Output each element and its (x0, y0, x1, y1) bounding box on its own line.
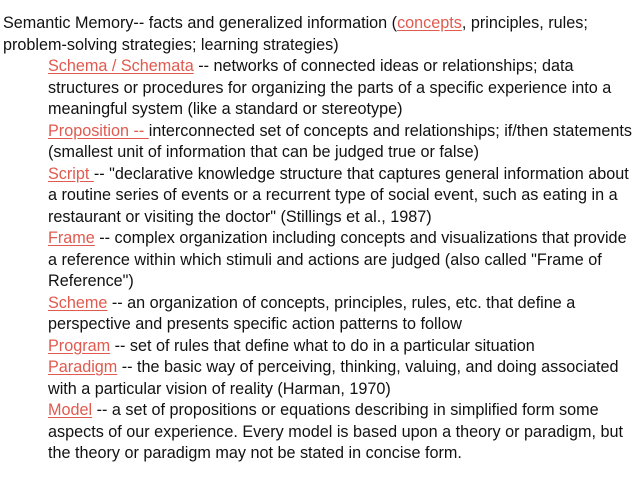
term-list (3, 56, 635, 465)
slide-content (3, 13, 635, 465)
scheme-definition: -- an organization of concepts, principles, rules, etc. that define a perspective and presents specific action patterns to follow (48, 293, 576, 333)
schema-link[interactable]: Schema / Schemata (48, 57, 194, 75)
proposition-link[interactable]: Proposition -- (48, 121, 149, 140)
concepts-link[interactable]: concepts (397, 14, 462, 32)
term-schema (48, 56, 635, 121)
model-link[interactable]: Model (48, 401, 93, 419)
frame-link[interactable]: Frame (48, 229, 95, 247)
intro-lead: Semantic Memory-- facts and generalized information ( (3, 14, 398, 32)
term-frame (48, 228, 635, 293)
intro-paragraph (3, 13, 635, 56)
proposition-definition: interconnected set of concepts and relationships; if/then statements (smallest unit of information that can be judged true or false) (48, 121, 632, 161)
script-link[interactable]: Script (48, 164, 94, 183)
script-definition: -- "declarative knowledge structure that captures general information about a routine series of events or a recurrent type of social event, such as eating in a restaurant or visiting the doctor" (Stillings et al., 1987) (48, 164, 629, 226)
term-program (48, 336, 635, 358)
paradigm-definition: -- the basic way of perceiving, thinking, valuing, and doing associated with a particular vision of reality (Harman, 1970) (48, 358, 619, 398)
scheme-link[interactable]: Scheme (48, 293, 108, 312)
term-proposition (48, 121, 635, 164)
term-script (48, 164, 635, 229)
model-definition: -- a set of propositions or equations describing in simplified form some aspects of our experience. Every model is based upon a theory or paradigm, but the theory or paradigm may not be stated in concise form. (48, 401, 623, 462)
term-scheme (48, 293, 635, 336)
paradigm-link[interactable]: Paradigm (48, 358, 118, 376)
term-paradigm (48, 357, 635, 400)
program-definition: -- set of rules that define what to do in a particular situation (110, 336, 535, 355)
program-link[interactable]: Program (48, 336, 111, 355)
term-model (48, 400, 635, 465)
intro-tail: , principles, rules; problem-solving strategies; learning strategies) (3, 14, 588, 54)
frame-definition: -- complex organization including concepts and visualizations that provide a reference within which stimuli and actions are judged (also called "Frame of Reference") (48, 229, 627, 290)
schema-definition: -- networks of connected ideas or relationships; data structures or procedures for organizing the parts of a specific experience into a meaningful system (like a standard or stereotype) (48, 57, 612, 118)
